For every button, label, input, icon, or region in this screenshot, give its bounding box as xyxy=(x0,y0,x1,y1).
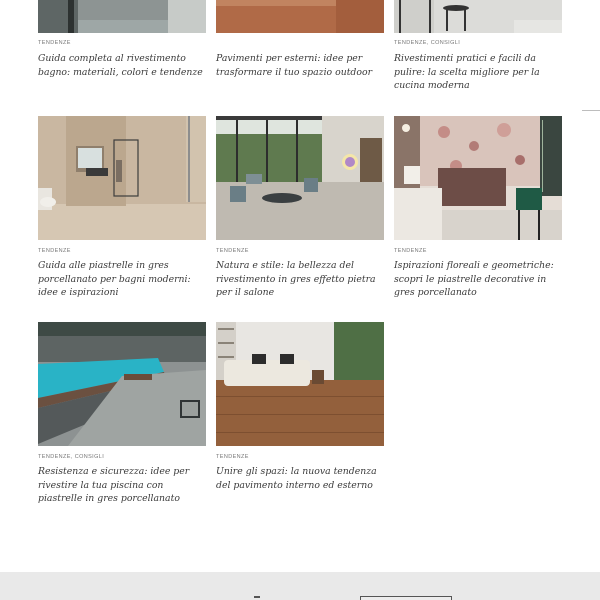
article-title[interactable]: Guida completa al rivestimento bagno: materiali, colori e tendenze xyxy=(38,53,203,78)
article-category: TENDENZE xyxy=(38,40,71,46)
article-image-kitchen[interactable] xyxy=(394,0,562,33)
article-category: TENDENZE, CONSIGLI xyxy=(394,40,461,46)
article-category: TENDENZE xyxy=(394,248,427,254)
article-title[interactable]: Resistenza e sicurezza: idee per rivestire la tua piscina con piastrelle in gres porcellanato xyxy=(38,466,190,504)
article-image-living-stone[interactable] xyxy=(216,116,384,240)
article-image-bathroom-wall[interactable] xyxy=(38,0,206,33)
footer xyxy=(0,572,600,600)
article-image-pool[interactable] xyxy=(38,322,206,446)
article-image-bathroom-shower[interactable] xyxy=(38,116,206,240)
article-title[interactable]: Guida alle piastrelle in gres porcellanato per bagni moderni: idee e ispirazioni xyxy=(38,260,191,298)
article-image-floral-kitchen[interactable] xyxy=(394,116,562,240)
footer-logo-fragment xyxy=(254,596,260,598)
article-image-indoor-outdoor-floor[interactable] xyxy=(216,322,384,446)
article-category: TENDENZE, CONSIGLI xyxy=(38,454,105,460)
article-image-outdoor-floor[interactable] xyxy=(216,0,384,33)
article-title[interactable]: Natura e stile: la bellezza del rivestimento in gres effetto pietra per il salone xyxy=(216,260,376,298)
article-category: TENDENZE xyxy=(216,454,249,460)
article-category: TENDENZE xyxy=(216,248,249,254)
article-title[interactable]: Pavimenti per esterni: idee per trasformare il tuo spazio outdoor xyxy=(216,53,373,78)
article-category: TENDENZE xyxy=(38,248,71,254)
divider xyxy=(582,110,600,111)
article-title[interactable]: Ispirazioni floreali e geometriche: scopri le piastrelle decorative in gres porcellanato xyxy=(394,260,554,298)
article-title[interactable]: Unire gli spazi: la nuova tendenza del pavimento interno ed esterno xyxy=(216,466,377,491)
article-title[interactable]: Rivestimenti pratici e facili da pulire: la scelta migliore per la cucina moderna xyxy=(394,53,540,91)
footer-button[interactable] xyxy=(360,596,452,600)
